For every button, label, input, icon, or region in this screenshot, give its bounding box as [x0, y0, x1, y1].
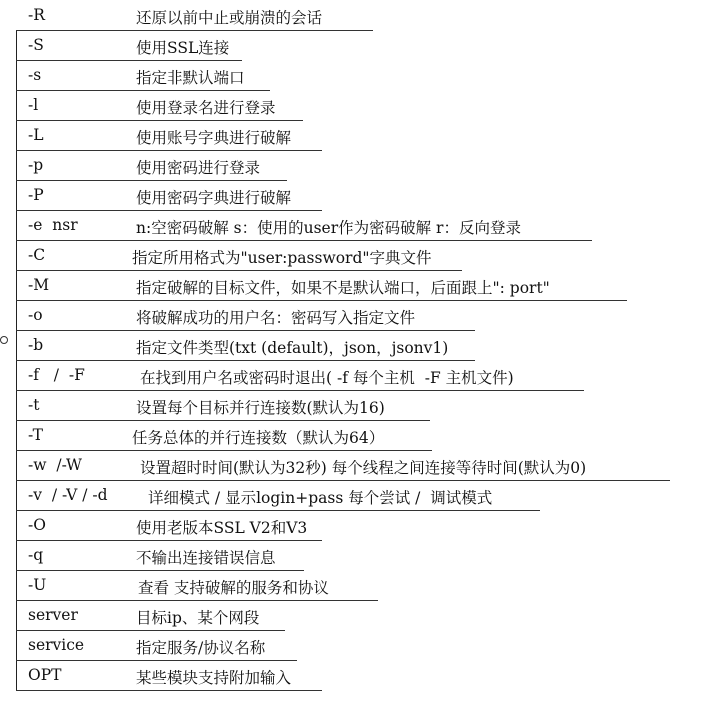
option-row	[0, 601, 714, 631]
option-description: 使用账号字典进行破解	[136, 129, 292, 147]
option-description: 某些模块支持附加输入	[136, 669, 292, 687]
option-row	[0, 241, 714, 271]
option-description: n:空密码破解 s：使用的user作为密码破解 r：反向登录	[136, 219, 521, 237]
option-flag: -T	[28, 426, 44, 444]
option-description: 设置超时时间(默认为32秒) 每个线程之间连接等待时间(默认为0)	[140, 459, 587, 477]
option-description: 将破解成功的用户名：密码写入指定文件	[136, 309, 416, 327]
option-flag: server	[28, 606, 78, 624]
option-description: 任务总体的并行连接数（默认为64）	[132, 429, 385, 447]
option-flag: -L	[28, 126, 44, 144]
option-row	[0, 421, 714, 451]
option-description: 使用老版本SSL V2和V3	[136, 519, 308, 537]
option-row	[0, 61, 714, 91]
option-description: 不输出连接错误信息	[136, 549, 276, 567]
option-description: 使用SSL连接	[136, 39, 230, 57]
option-row	[0, 151, 714, 181]
option-flag: -p	[28, 156, 44, 174]
option-flag: -o	[28, 306, 43, 324]
option-row	[0, 661, 714, 691]
option-row	[0, 271, 714, 301]
option-flag: -P	[28, 186, 44, 204]
option-description: 使用登录名进行登录	[136, 99, 276, 117]
option-row	[0, 301, 714, 331]
option-flag: -O	[28, 516, 46, 534]
option-flag: -s	[28, 66, 42, 84]
option-flag: -l	[28, 96, 39, 114]
option-description: 指定非默认端口	[136, 69, 245, 87]
option-flag: -S	[28, 36, 44, 54]
option-description: 指定所用格式为"user:password"字典文件	[132, 249, 432, 267]
option-row	[0, 181, 714, 211]
option-row	[0, 31, 714, 61]
option-row	[0, 451, 714, 481]
option-row	[0, 391, 714, 421]
option-row	[0, 481, 714, 511]
option-flag: -U	[28, 576, 47, 594]
option-row	[0, 121, 714, 151]
option-row	[0, 631, 714, 661]
option-description: 在找到用户名或密码时退出( -f 每个主机 -F 主机文件)	[140, 369, 514, 387]
option-row	[0, 571, 714, 601]
option-flag: -q	[28, 546, 44, 564]
option-description: 指定服务/协议名称	[136, 639, 266, 657]
option-row	[0, 1, 714, 31]
option-row	[0, 511, 714, 541]
option-flag: -f / -F	[28, 366, 85, 384]
option-description: 使用密码字典进行破解	[136, 189, 292, 207]
option-description: 指定破解的目标文件，如果不是默认端口，后面跟上": port"	[136, 279, 550, 297]
option-flag: -e nsr	[28, 216, 78, 234]
option-description: 还原以前中止或崩溃的会话	[136, 9, 323, 27]
option-description: 设置每个目标并行连接数(默认为16)	[136, 399, 385, 417]
option-row	[0, 91, 714, 121]
option-description: 详细模式 / 显示login+pass 每个尝试 / 调试模式	[148, 489, 493, 507]
branch-line	[16, 690, 322, 691]
option-description: 目标ip、某个网段	[136, 609, 260, 627]
option-flag: -R	[28, 6, 45, 24]
option-flag: service	[28, 636, 85, 654]
option-flag: -C	[28, 246, 46, 264]
option-flag: -t	[28, 396, 40, 414]
option-flag: -v / -V / -d	[28, 486, 108, 504]
option-description: 查看 支持破解的服务和协议	[138, 579, 329, 597]
option-flag: -M	[28, 276, 50, 294]
option-flag: OPT	[28, 666, 62, 684]
option-row	[0, 331, 714, 361]
option-row	[0, 541, 714, 571]
option-row	[0, 211, 714, 241]
option-flag: -w /-W	[28, 456, 82, 474]
option-description: 使用密码进行登录	[136, 159, 261, 177]
option-flag: -b	[28, 336, 44, 354]
option-description: 指定文件类型(txt (default)，json，jsonv1)	[136, 339, 449, 357]
option-row	[0, 361, 714, 391]
